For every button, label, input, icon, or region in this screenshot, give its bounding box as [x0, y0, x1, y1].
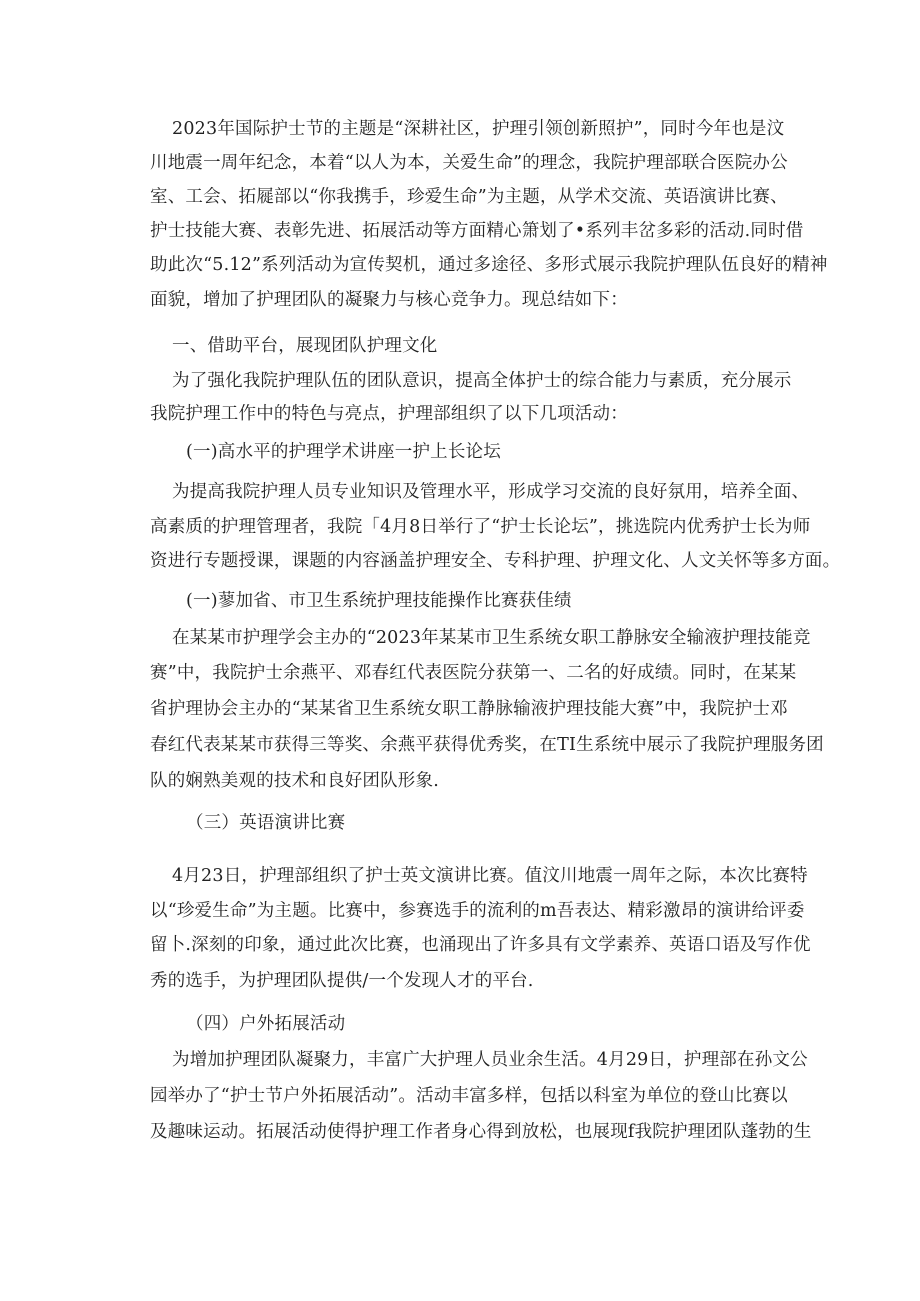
paragraph-line: 留卜.深刻的印象，通过此次比赛，也涌现出了许多具有文学素养、英语口语及写作优	[150, 935, 811, 955]
paragraph-line: 以“珍爱生命”为主题。比赛中，参赛选手的流利的m吾表达、精彩激昂的演讲给评委	[150, 901, 805, 921]
subsection-heading: (一)蓼加省、市卫生系统护理技能操作比赛获佳绩	[186, 591, 572, 611]
subsection-heading: （三）英语演讲比赛	[186, 813, 346, 833]
paragraph-line: 为提高我院护理人员专业知识及管理水平，形成学习交流的良好氛用，培养全面、	[172, 482, 810, 502]
paragraph-line: 春红代表某某市获得三等奖、余燕平获得优秀奖，在TI生系统中展示了我院护理服务团	[150, 735, 824, 755]
paragraph-line: 2023年国际护士节的主题是“深耕社区，护理引领创新照护”，同时今年也是汶	[172, 119, 785, 139]
paragraph-line: 面貌，增加了护理团队的凝聚力与核心竞争力。现总结如下：	[150, 290, 628, 310]
paragraph-line: 川地震一周年纪念，本着“以人为本，关爱生命”的理念，我院护理部联合医院办公	[150, 153, 788, 173]
subsection-heading: (一)高水平的护理学术讲座一护上长论坛	[186, 442, 501, 462]
paragraph-line: 省护理协会主办的“某某省卫生系统女职工静脉输液护理技能大赛”中，我院护士邓	[150, 699, 788, 719]
paragraph-line: 我院护理工作中的特色与亮点，护理部组织了以下几项活动：	[150, 404, 628, 424]
paragraph-line: 园举办了“护士节户外拓展活动”。活动丰富多样，包括以科室为单位的登山比赛以	[150, 1086, 788, 1106]
paragraph-line: 室、工会、拓屣部以“你我携手，珍爱生命”为主题，从学术交流、英语演讲比赛、	[150, 187, 788, 207]
section-heading: 一、借助平台，展现团队护理文化	[172, 336, 438, 356]
paragraph-line: 高素质的护理管理者，我院「4月8日举行了“护士长论坛”，挑选院内优秀护士长为师	[150, 517, 811, 537]
paragraph-line: 赛”中，我院护士余燕平、邓春红代表医院分获第一、二名的好成绩。同时，在某某	[150, 663, 797, 683]
paragraph-line: 及趣味运动。拓展活动使得护理工作者身心得到放松，也展现f我院护理团队蓬勃的生	[150, 1122, 812, 1142]
paragraph-line: 秀的选手，为护理团队提供/一个发现人才的平台.	[150, 971, 534, 991]
paragraph-line: 在某某市护理学会主办的“2023年某某市卫生系统女职工静脉安全输液护理技能竞	[172, 628, 811, 648]
paragraph-line: 4月23日，护理部组织了护士英文演讲比赛。值汶川地震一周年之际，本次比赛特	[172, 866, 808, 886]
paragraph-line: 护士技能大赛、表彰先进、拓展活动等方面精心箫划了•系列丰岔多彩的活动.同时借	[150, 221, 804, 241]
subsection-heading: （四）户外拓展活动	[186, 1014, 346, 1034]
paragraph-line: 队的娴熟美观的技术和良好团队形象.	[150, 771, 439, 791]
paragraph-line: 为了强化我院护理队伍的团队意识，提高全体护士的综合能力与素质，充分展示	[172, 371, 792, 391]
paragraph-line: 助此次“5.12”系列活动为宣传契机，通过多途径、多形式展示我院护理队伍良好的精神	[150, 255, 828, 275]
paragraph-line: 为增加护理团队凝聚力，丰富广大护理人员业余生活。4月29日，护理部在孙文公	[172, 1050, 808, 1070]
paragraph-line: 资进行专题授课，课题的内容涵盖护理安全、专科护理、护理文化、人文关怀等多方面。	[150, 551, 841, 571]
